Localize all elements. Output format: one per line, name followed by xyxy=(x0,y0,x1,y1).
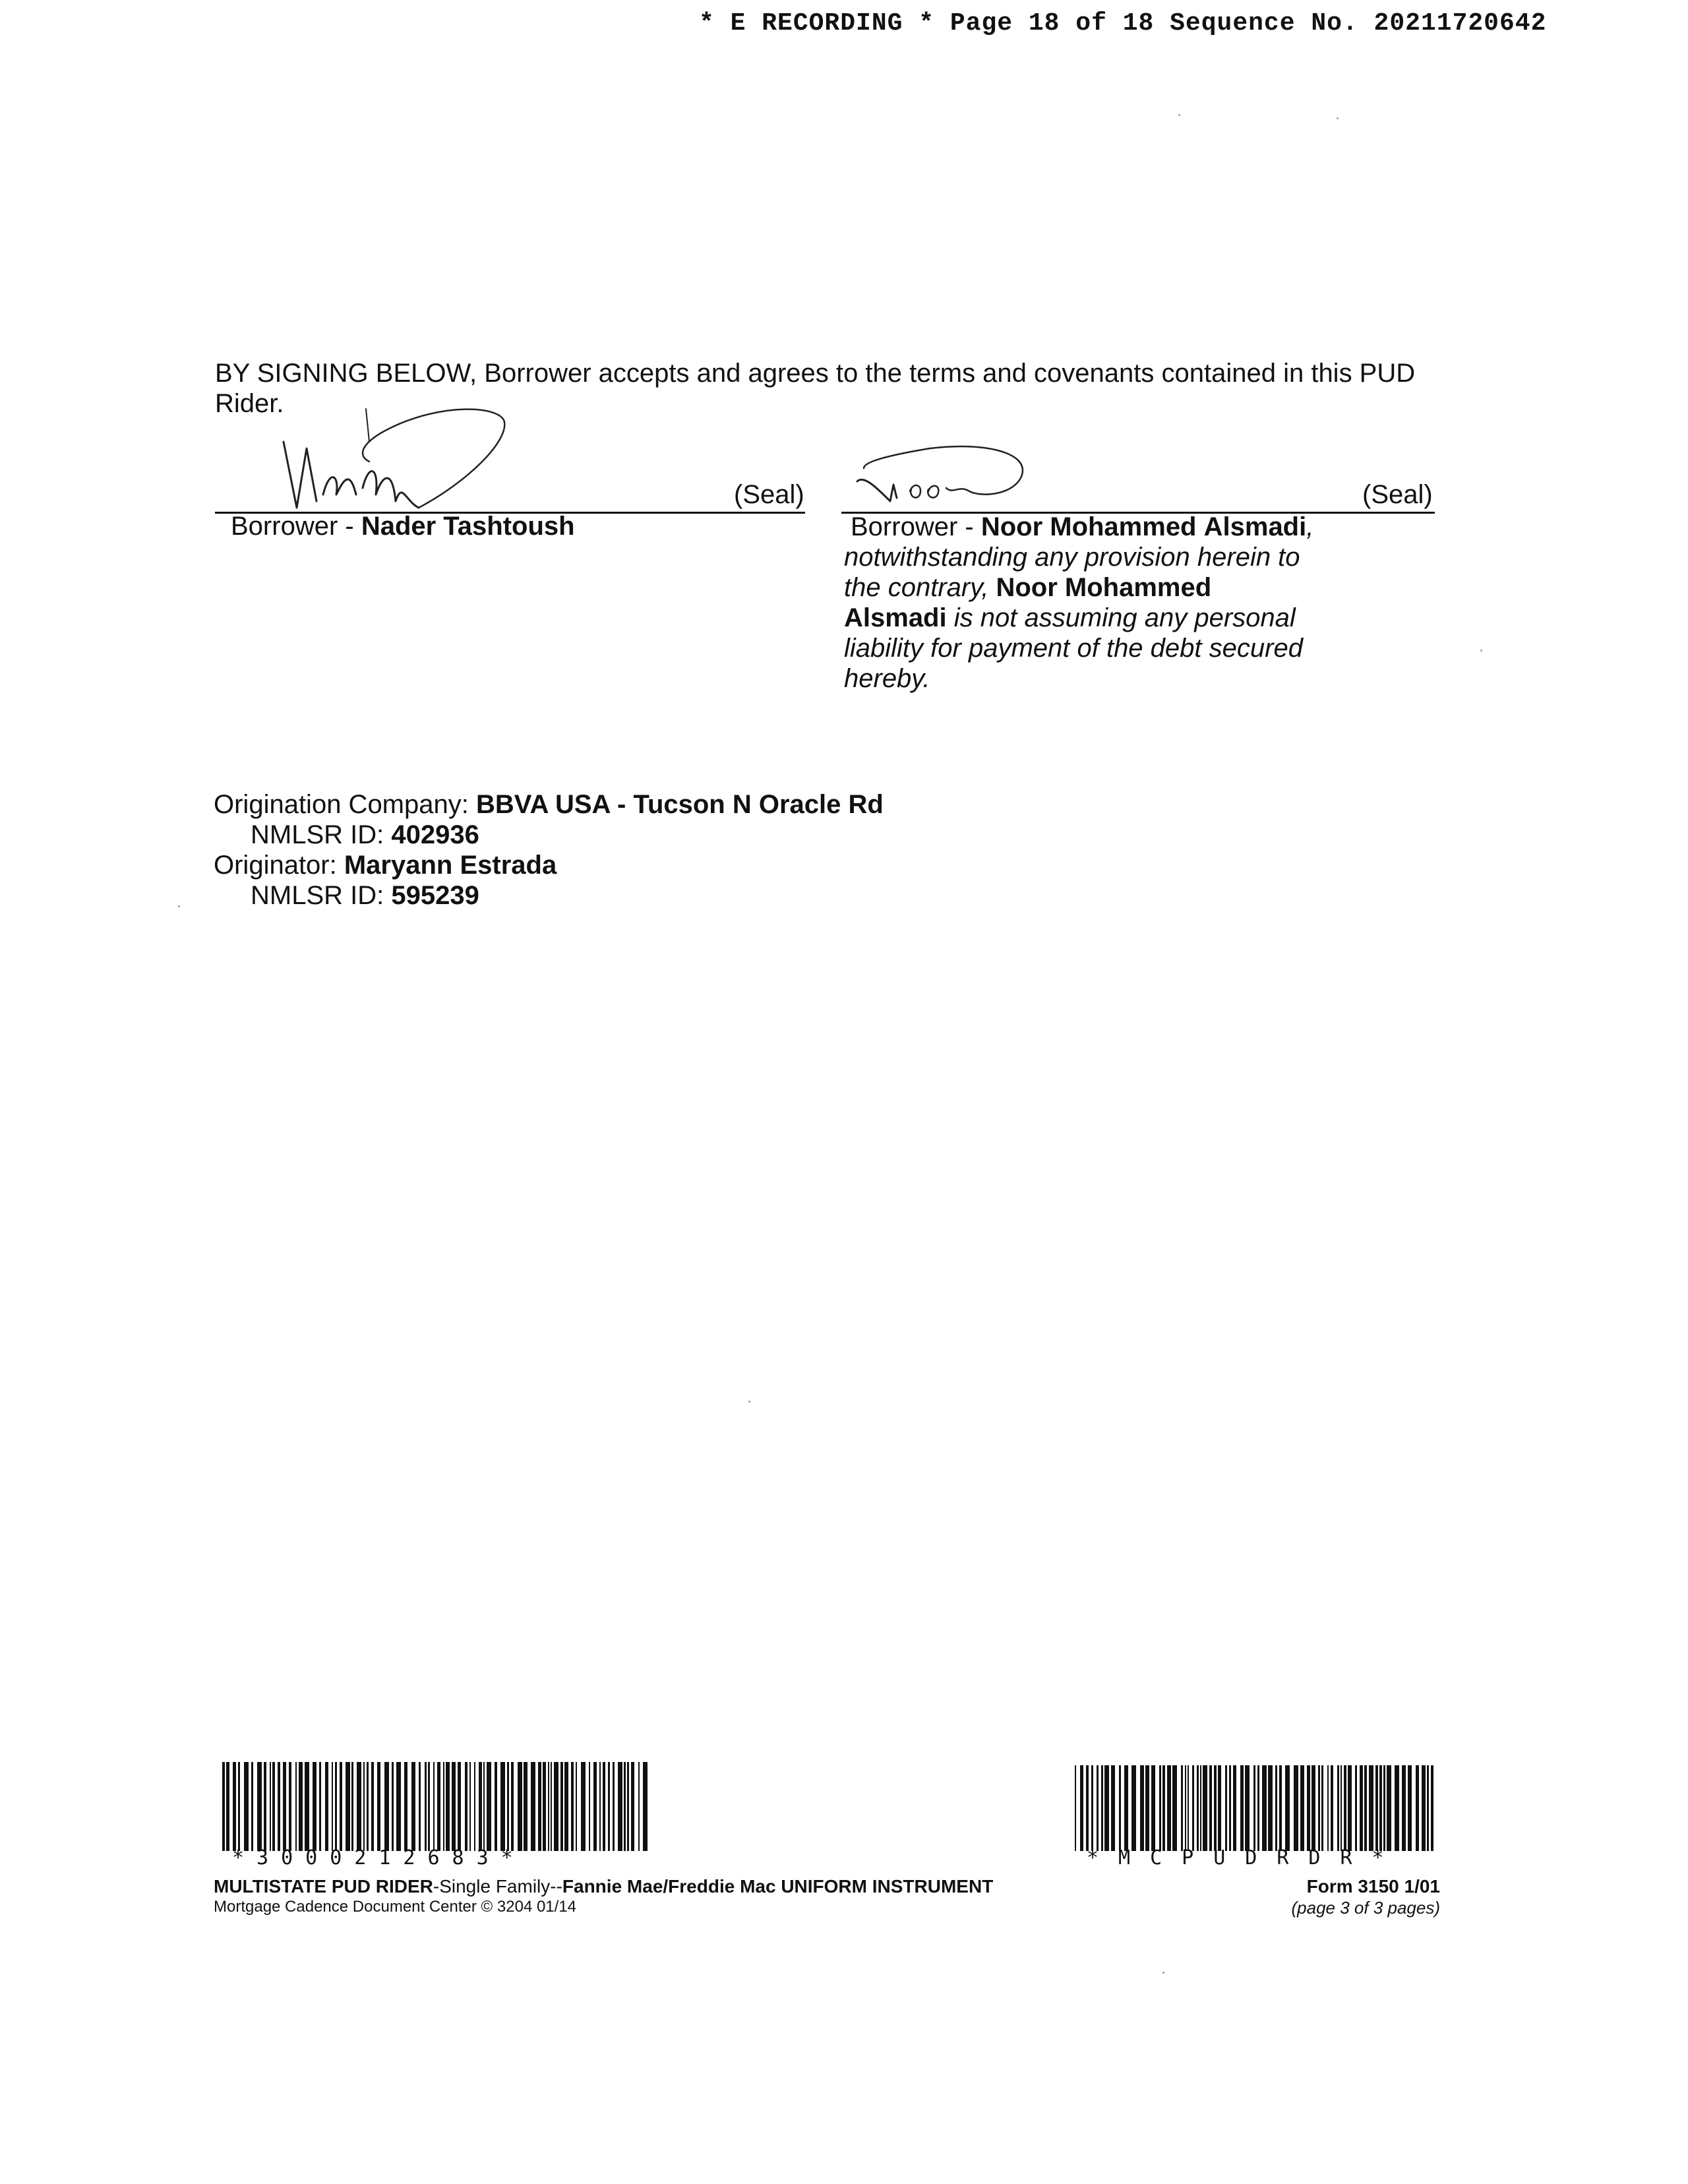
barcode-bar xyxy=(1162,1765,1165,1851)
barcode-bar xyxy=(1225,1765,1227,1851)
company-nmlsr-value: 402936 xyxy=(391,820,479,849)
barcode-bar xyxy=(244,1762,249,1851)
barcode-bar xyxy=(1387,1765,1391,1851)
barcode-bar xyxy=(1209,1765,1212,1851)
barcode-bar xyxy=(1229,1765,1231,1851)
barcode-bar xyxy=(1422,1765,1426,1851)
barcode-bar xyxy=(631,1762,634,1851)
barcode-bar xyxy=(1408,1765,1412,1851)
barcode-bar xyxy=(1124,1765,1128,1851)
barcode-bar xyxy=(1253,1765,1255,1851)
barcode-bar xyxy=(233,1762,236,1851)
barcode-bar xyxy=(543,1762,546,1851)
barcode-bar xyxy=(495,1762,497,1851)
borrower-name-part1: Noor Mohammed xyxy=(980,512,1197,541)
barcode-bar xyxy=(238,1762,240,1851)
barcode-bar xyxy=(1218,1765,1221,1851)
barcode-bar xyxy=(1197,1765,1199,1851)
liability-clause-1: , notwithstanding any provision herein to the contrary, xyxy=(844,512,1314,602)
barcode-bar xyxy=(299,1762,303,1851)
originator-label: Originator: xyxy=(214,851,344,880)
barcode-bar xyxy=(452,1762,456,1851)
barcode-bar xyxy=(257,1762,262,1851)
barcode-bar xyxy=(599,1762,601,1851)
barcode-bar xyxy=(384,1762,389,1851)
barcode-bar xyxy=(1080,1765,1083,1851)
seal-label-right: (Seal) xyxy=(1362,480,1433,509)
form-title-part2: -Single Family-- xyxy=(433,1876,562,1896)
barcode-bar xyxy=(1348,1765,1352,1851)
barcode-bar xyxy=(1240,1765,1244,1851)
barcode-bar xyxy=(340,1762,342,1851)
barcode-bar xyxy=(1172,1765,1177,1851)
barcode-left xyxy=(222,1762,651,1854)
liability-clause-2: is not assuming any personal liability for payment of the debt secured hereby. xyxy=(844,603,1303,693)
barcode-bar xyxy=(305,1762,309,1851)
barcode-bar xyxy=(272,1762,275,1851)
scan-speck xyxy=(1337,117,1339,119)
barcode-bar xyxy=(425,1762,427,1851)
barcode-bar xyxy=(560,1762,563,1851)
borrower-role-label: Borrower - xyxy=(231,512,361,541)
barcode-bar xyxy=(251,1762,253,1851)
barcode-bar xyxy=(618,1762,622,1851)
borrower-role-label: Borrower - xyxy=(851,512,981,541)
barcode-bar xyxy=(511,1762,514,1851)
barcode-bar xyxy=(270,1762,271,1851)
barcode-bar xyxy=(433,1762,435,1851)
barcode-bar xyxy=(1181,1765,1183,1851)
barcode-bar xyxy=(1431,1765,1433,1851)
barcode-bar xyxy=(357,1762,361,1851)
origination-company-row xyxy=(214,789,884,820)
barcode-bar xyxy=(289,1762,291,1851)
barcode-bar xyxy=(443,1762,444,1851)
barcode-bar xyxy=(1262,1765,1267,1851)
barcode-bar xyxy=(1188,1765,1189,1851)
form-title-part3: Fannie Mae/Freddie Mac UNIFORM INSTRUMENT xyxy=(562,1876,994,1896)
barcode-bar xyxy=(332,1762,333,1851)
barcode-bar xyxy=(1294,1765,1298,1851)
barcode-bar xyxy=(638,1762,640,1851)
scan-speck xyxy=(1480,650,1482,652)
barcode-bar xyxy=(222,1762,225,1851)
barcode-bar xyxy=(518,1762,522,1851)
borrower-signature-left xyxy=(270,402,521,514)
barcode-bar xyxy=(548,1762,549,1851)
borrower-name: Nader Tashtoush xyxy=(361,512,575,541)
barcode-bar xyxy=(325,1762,328,1851)
barcode-bar xyxy=(551,1762,552,1851)
barcode-bar xyxy=(469,1762,471,1851)
barcode-bar xyxy=(1395,1765,1399,1851)
barcode-bar xyxy=(1355,1765,1357,1851)
barcode-bar xyxy=(1257,1765,1259,1851)
form-source: Mortgage Cadence Document Center © 3204 01/14 xyxy=(214,1898,577,1916)
barcode-bar xyxy=(593,1762,597,1851)
borrower-name-repeat: Noor Mohammed Alsmadi xyxy=(844,573,1212,632)
barcode-bar xyxy=(278,1762,280,1851)
barcode-bar xyxy=(396,1762,401,1851)
company-nmlsr-row xyxy=(214,820,884,850)
barcode-bar xyxy=(1245,1765,1250,1851)
barcode-bar xyxy=(1119,1765,1121,1851)
barcode-bar xyxy=(264,1762,266,1851)
scan-speck xyxy=(1178,114,1180,116)
barcode-bar xyxy=(377,1762,380,1851)
barcode-bar xyxy=(538,1762,541,1851)
barcode-bar xyxy=(446,1762,450,1851)
barcode-bar xyxy=(1341,1765,1342,1851)
barcode-bar xyxy=(1427,1765,1429,1851)
barcode-bar xyxy=(319,1762,321,1851)
barcode-bar xyxy=(1104,1765,1109,1851)
barcode-bar xyxy=(465,1762,467,1851)
origination-company-value: BBVA USA - Tucson N Oracle Rd xyxy=(475,790,884,819)
originator-row xyxy=(214,850,884,880)
barcode-bar xyxy=(1307,1765,1310,1851)
barcode-bar xyxy=(643,1762,648,1851)
barcode-bar xyxy=(1331,1765,1333,1851)
scan-speck xyxy=(1162,1972,1164,1974)
barcode-bar xyxy=(404,1762,407,1851)
barcode-bar xyxy=(1233,1765,1236,1851)
barcode-bar xyxy=(479,1762,482,1851)
barcode-bar xyxy=(1140,1765,1144,1851)
barcode-bar xyxy=(313,1762,316,1851)
barcode-bar xyxy=(1151,1765,1155,1851)
barcode-bar xyxy=(474,1762,475,1851)
barcode-bar xyxy=(335,1762,337,1851)
barcode-bar xyxy=(351,1762,353,1851)
form-title xyxy=(214,1876,993,1897)
origination-info xyxy=(214,789,884,911)
barcode-bar xyxy=(507,1762,509,1851)
barcode-bar xyxy=(1097,1765,1099,1851)
originator-nmlsr-value: 595239 xyxy=(391,881,479,910)
barcode-bar xyxy=(428,1762,430,1851)
barcode-bar xyxy=(613,1762,615,1851)
barcode-bar xyxy=(571,1762,574,1851)
form-page-count: (page 3 of 3 pages) xyxy=(1291,1898,1440,1918)
barcode-bar xyxy=(1268,1765,1273,1851)
barcode-left-text: *3000212683* xyxy=(232,1846,526,1869)
barcode-bar xyxy=(1321,1765,1323,1851)
scan-speck xyxy=(748,1401,750,1403)
barcode-bar xyxy=(624,1762,626,1851)
barcode-bar xyxy=(1086,1765,1089,1851)
barcode-bar xyxy=(1275,1765,1277,1851)
barcode-bar xyxy=(1369,1765,1373,1851)
scan-speck xyxy=(178,905,180,907)
barcode-bar xyxy=(627,1762,629,1851)
barcode-bar xyxy=(1159,1765,1161,1851)
barcode-bar xyxy=(411,1762,415,1851)
barcode-bar xyxy=(1344,1765,1346,1851)
barcode-bar xyxy=(608,1762,610,1851)
barcode-bar xyxy=(564,1762,568,1851)
borrower-block-right xyxy=(844,512,1319,694)
barcode-bar xyxy=(1075,1765,1076,1851)
barcode-bar xyxy=(437,1762,440,1851)
barcode-bar xyxy=(392,1762,394,1851)
borrower-name-part2: Alsmadi xyxy=(1203,512,1307,541)
origination-company-label: Origination Company: xyxy=(214,790,476,819)
barcode-bar xyxy=(1318,1765,1320,1851)
barcode-bar xyxy=(1337,1765,1339,1851)
seal-label-left: (Seal) xyxy=(734,480,804,509)
barcode-right xyxy=(1075,1765,1434,1854)
barcode-bar xyxy=(524,1762,528,1851)
barcode-bar xyxy=(367,1762,369,1851)
barcode-bar xyxy=(1360,1765,1363,1851)
barcode-bar xyxy=(603,1762,605,1851)
barcode-bar xyxy=(371,1762,374,1851)
barcode-bar xyxy=(1192,1765,1194,1851)
signing-statement: BY SIGNING BELOW, Borrower accepts and agrees to the terms and covenants contained in this PUD Rider. xyxy=(215,359,1416,418)
originator-nmlsr-label: NMLSR ID: xyxy=(251,881,392,910)
barcode-bar xyxy=(1131,1765,1136,1851)
barcode-bar xyxy=(363,1762,365,1851)
barcode-bar xyxy=(1375,1765,1378,1851)
barcode-bar xyxy=(295,1762,297,1851)
barcode-bar xyxy=(1214,1765,1217,1851)
barcode-bar xyxy=(226,1762,229,1851)
barcode-bar xyxy=(487,1762,491,1851)
barcode-bar xyxy=(1300,1765,1304,1851)
borrower-signature-right xyxy=(851,422,1075,514)
barcode-bar xyxy=(500,1762,505,1851)
barcode-bar xyxy=(1145,1765,1149,1851)
barcode-bar xyxy=(1167,1765,1171,1851)
barcode-bar xyxy=(1111,1765,1115,1851)
barcode-bar xyxy=(1416,1765,1419,1851)
barcode-bar xyxy=(1185,1765,1186,1851)
barcode-bar xyxy=(483,1762,485,1851)
barcode-bar xyxy=(1091,1765,1093,1851)
barcode-bar xyxy=(1327,1765,1329,1851)
barcode-bar xyxy=(589,1762,590,1851)
form-title-part1: MULTISTATE PUD RIDER xyxy=(214,1876,433,1896)
originator-nmlsr-row xyxy=(214,880,884,911)
company-nmlsr-label: NMLSR ID: xyxy=(251,820,392,849)
barcode-bar xyxy=(554,1762,558,1851)
barcode-bar xyxy=(283,1762,286,1851)
recording-header: * E RECORDING * Page 18 of 18 Sequence No. 20211720642 xyxy=(699,9,1547,38)
barcode-bar xyxy=(576,1762,577,1851)
barcode-bar xyxy=(1279,1765,1282,1851)
form-number: Form 3150 1/01 xyxy=(1306,1876,1440,1896)
barcode-bar xyxy=(1383,1765,1385,1851)
barcode-bar xyxy=(419,1762,421,1851)
barcode-bar xyxy=(1402,1765,1406,1851)
barcode-bar xyxy=(1285,1765,1290,1851)
barcode-bar xyxy=(1203,1765,1207,1851)
barcode-bar xyxy=(346,1762,350,1851)
barcode-bar xyxy=(1379,1765,1382,1851)
barcode-bar xyxy=(1200,1765,1201,1851)
barcode-bar xyxy=(458,1762,461,1851)
barcode-right-text: *MCPUDRDR* xyxy=(1087,1846,1404,1869)
barcode-bar xyxy=(531,1762,535,1851)
borrower-name-left xyxy=(231,512,575,541)
barcode-bar xyxy=(1101,1765,1103,1851)
barcode-bar xyxy=(1364,1765,1367,1851)
barcode-bar xyxy=(581,1762,586,1851)
originator-value: Maryann Estrada xyxy=(344,851,557,880)
barcode-bar xyxy=(1311,1765,1315,1851)
